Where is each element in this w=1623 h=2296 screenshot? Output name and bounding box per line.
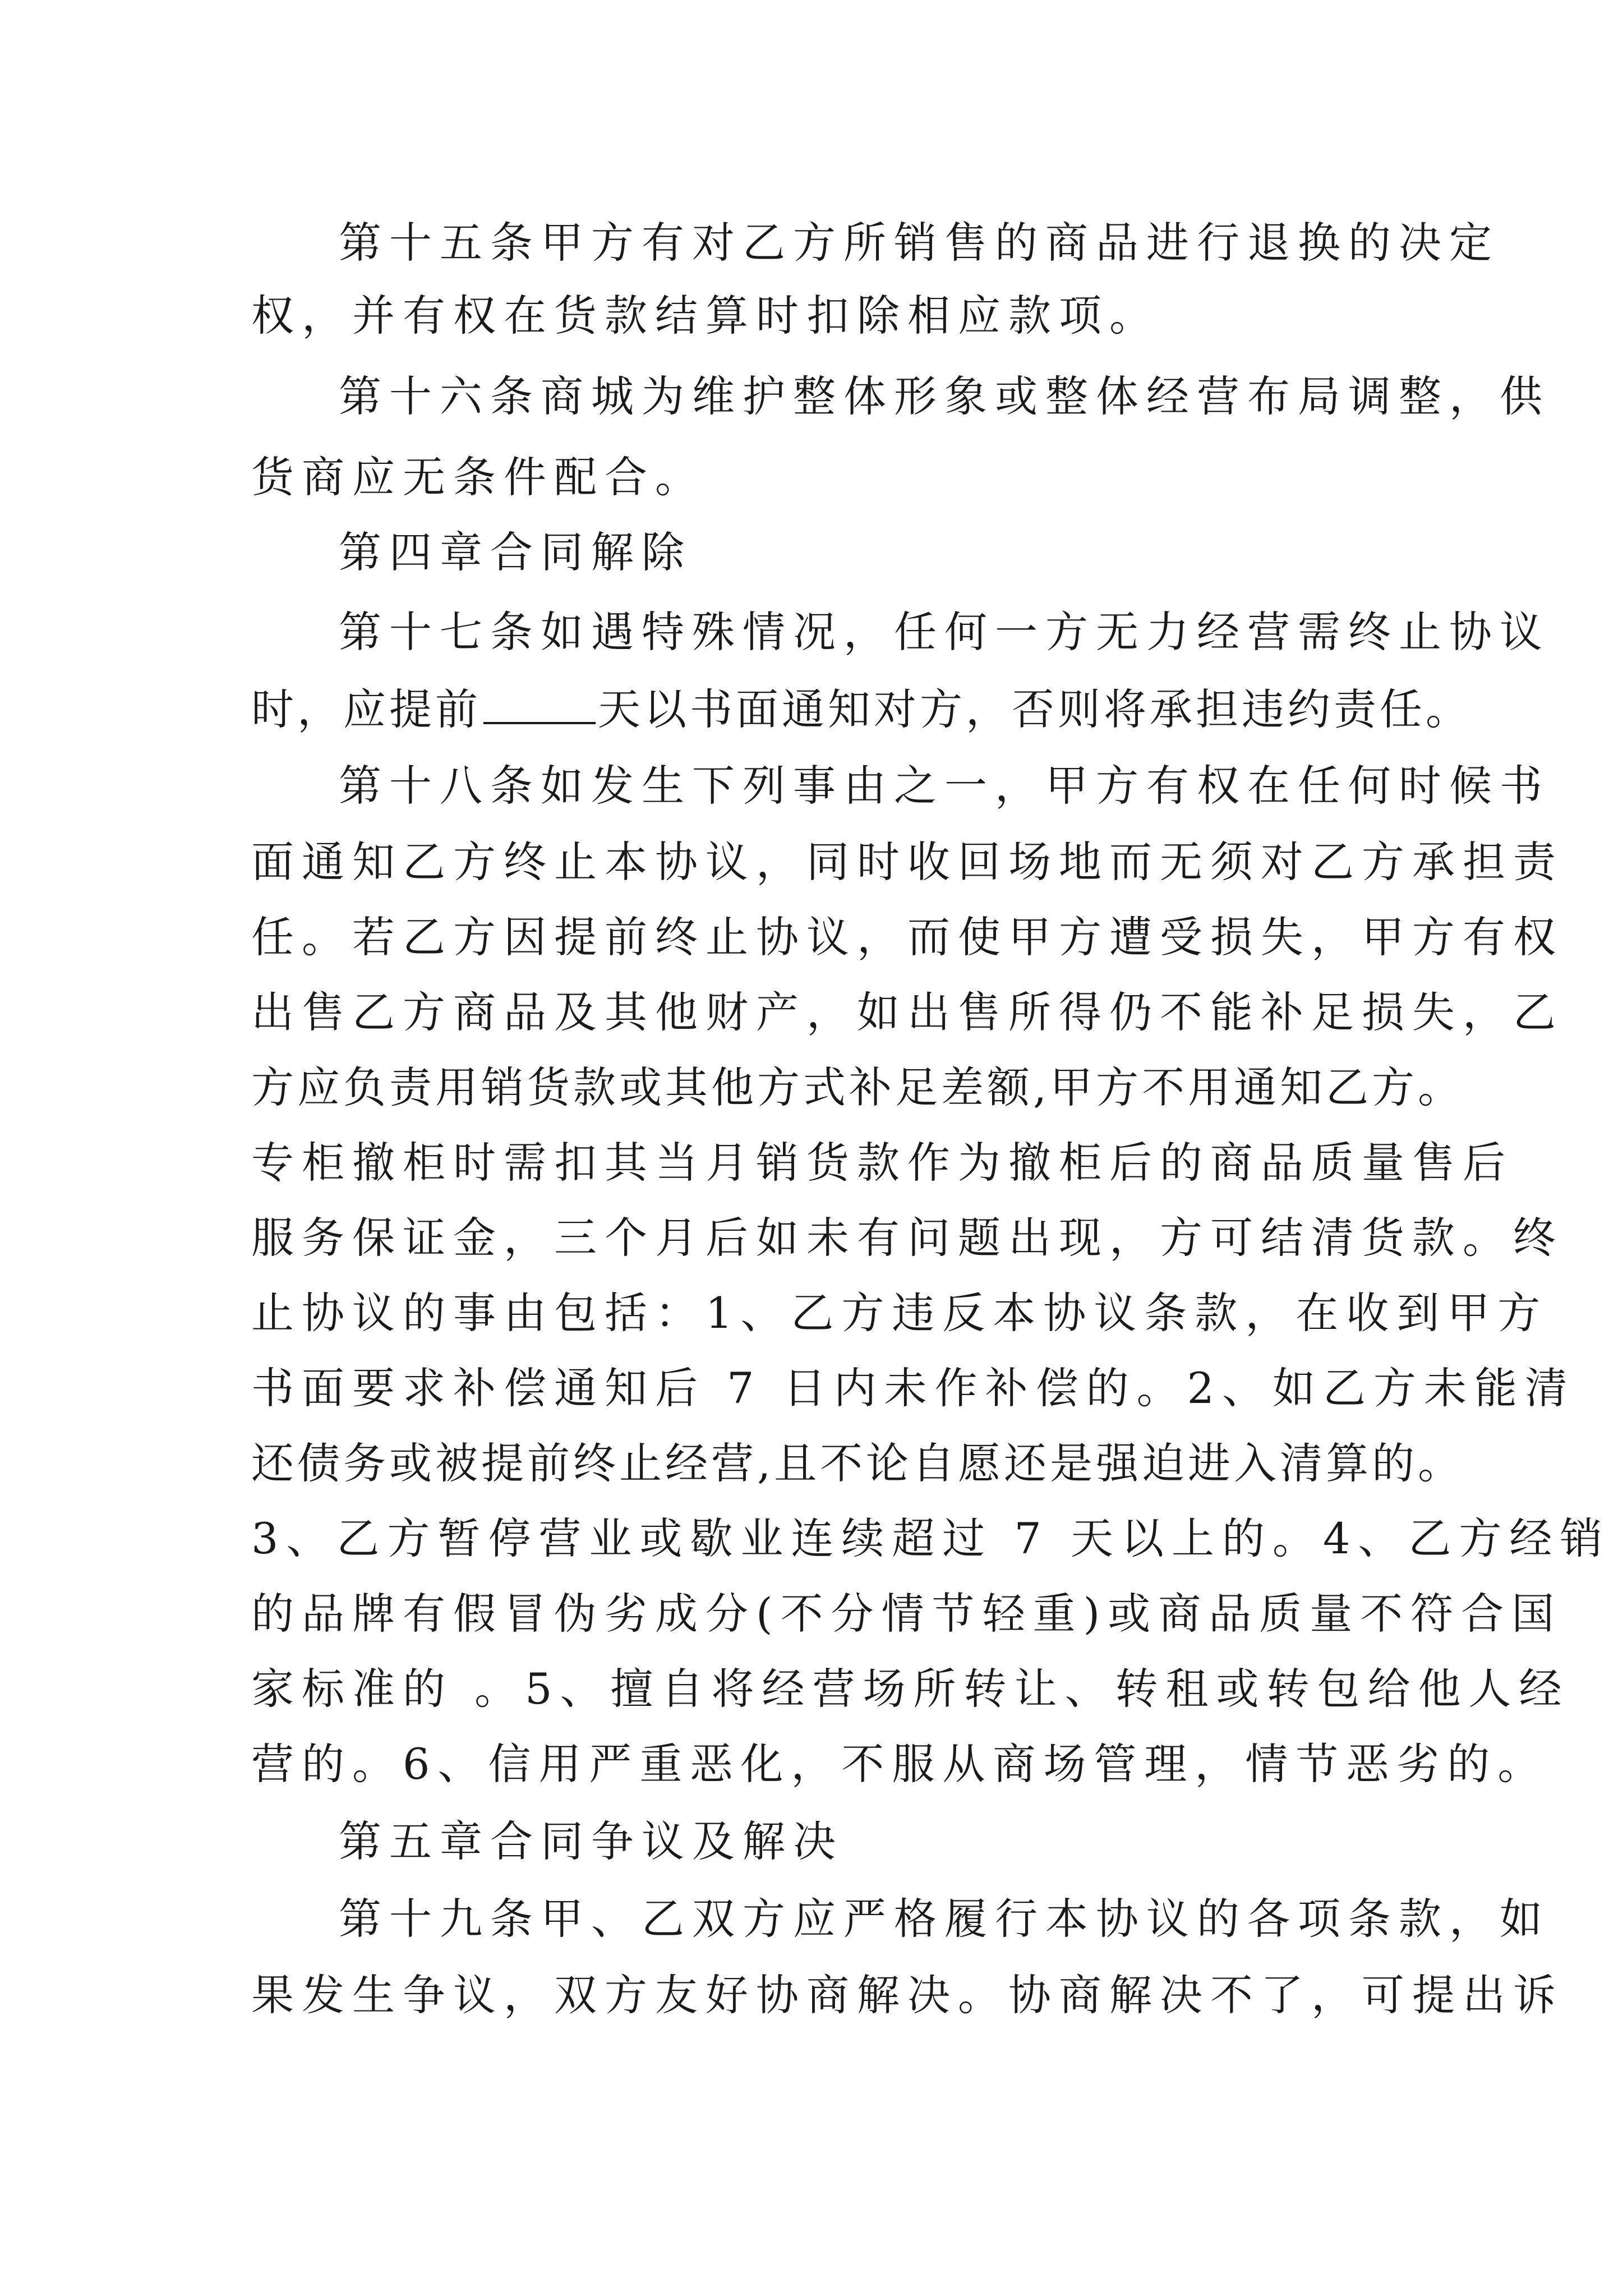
paragraph-line-with-blank [251,668,1472,752]
paragraph-line: 货商应无条件配合。 [251,452,706,502]
paragraph-line: 营的。6、信用严重恶化，不服从商场管理，情节恶劣的。 [251,1739,1548,1789]
paragraph-line: 的品牌有假冒伪劣成分(不分情节轻重)或商品质量不符合国 [251,1589,1562,1639]
paragraph-line: 第十八条如发生下列事由之一，甲方有权在任何时候书 [339,761,1550,811]
line-segment: 天以书面通知对方，否则将承担违约责任。 [598,684,1472,734]
paragraph-line: 止协议的事由包括：1、乙方违反本协议条款，在收到甲方 [251,1288,1548,1338]
paragraph-line: 第十六条商城为维护整体形象或整体经营布局调整，供 [339,371,1550,421]
paragraph-line: 书面要求补偿通知后 7 日内未作补偿的。2、如乙方未能清 [251,1363,1576,1413]
chapter-heading: 第四章合同解除 [339,527,692,577]
line-segment: 时，应提前 [251,684,481,734]
paragraph-line: 专柜撤柜时需扣其当月销货款作为撤柜后的商品质量售后 [251,1138,1513,1188]
paragraph-line: 还债务或被提前终止经营,且不论自愿还是强迫进入清算的。 [251,1438,1464,1488]
paragraph-line: 第十七条如遇特殊情况，任何一方无力经营需终止协议 [339,607,1550,657]
paragraph-line: 方应负责用销货款或其他方式补足差额,甲方不用通知乙方。 [251,1062,1464,1112]
paragraph-line: 权，并有权在货款结算时扣除相应款项。 [251,291,1160,341]
paragraph-line: 第十九条甲、乙双方应严格履行本协议的各项条款，如 [339,1894,1550,1944]
paragraph-line: 果发生争议，双方友好协商解决。协商解决不了，可提出诉 [251,1970,1564,2020]
paragraph-line: 3、乙方暂停营业或歇业连续超过 7 天以上的。4、乙方经销 [251,1513,1611,1563]
paragraph-line: 家标准的 。5、擅自将经营场所转让、转租或转包给他人经 [251,1664,1570,1714]
paragraph-line: 面通知乙方终止本协议，同时收回场地而无须对乙方承担责 [251,837,1564,887]
paragraph-line: 任。若乙方因提前终止协议，而使甲方遭受损失，甲方有权 [251,912,1564,962]
fill-in-blank [483,688,596,724]
paragraph-line: 服务保证金，三个月后如未有问题出现，方可结清货款。终 [251,1213,1564,1263]
paragraph-line: 出售乙方商品及其他财产，如出售所得仍不能补足损失，乙 [251,987,1564,1037]
paragraph-line: 第十五条甲方有对乙方所销售的商品进行退换的决定 [339,218,1500,268]
chapter-heading: 第五章合同争议及解决 [339,1816,843,1866]
